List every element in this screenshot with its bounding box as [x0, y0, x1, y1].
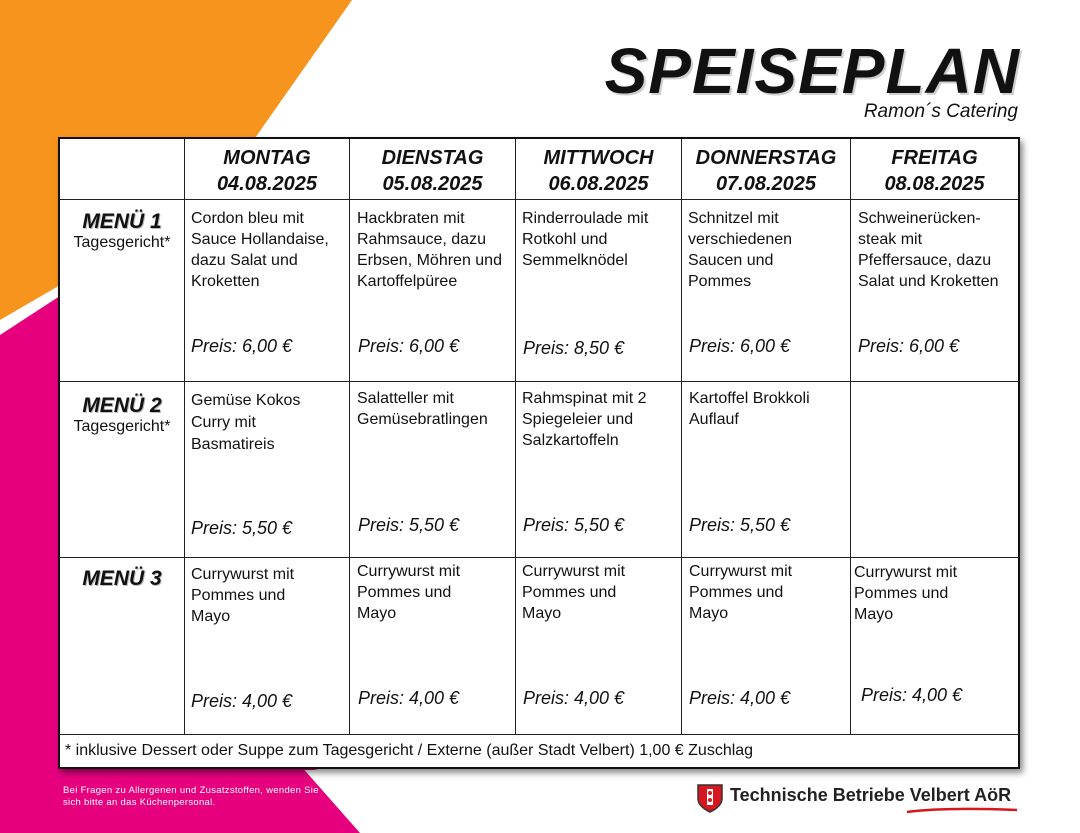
company-underline [905, 806, 1020, 816]
dish-menu3-thursday: Currywurst mit Pommes und Mayo [689, 563, 793, 622]
price-menu1-monday: Preis: 6,00 € [191, 336, 293, 356]
menu-label: MENÜ 3 [82, 567, 162, 590]
day-header-thursday [682, 145, 850, 201]
menu-1-label [60, 210, 184, 252]
price-menu3-friday: Preis: 4,00 € [861, 685, 963, 705]
price-menu1-wednesday: Preis: 8,50 € [523, 338, 625, 358]
dish-menu1-tuesday: Hackbraten mit Rahmsauce, dazu Erbsen, Möhren und Kartoffelpüree [357, 210, 502, 290]
menu-label: MENÜ 1 [82, 210, 162, 233]
dish-menu2-monday: Gemüse Kokos Curry mit Basmatireis [191, 392, 301, 453]
day-date: 06.08.2025 [548, 173, 649, 195]
allergen-note: Bei Fragen zu Allergenen und Zusatzstoffen, wenden Sie sich bitte an das Küchenpersonal. [63, 785, 319, 808]
day-header-friday [851, 145, 1018, 201]
price-menu2-tuesday: Preis: 5,50 € [358, 515, 460, 535]
menu-2-label [60, 394, 184, 436]
price-menu1-thursday: Preis: 6,00 € [689, 336, 791, 356]
price-menu2-wednesday: Preis: 5,50 € [523, 515, 625, 535]
day-name: DIENSTAG [381, 147, 484, 169]
menu-sublabel: Tagesgericht* [73, 418, 171, 435]
day-date: 04.08.2025 [216, 173, 318, 195]
city-crest-logo [696, 783, 724, 813]
price-menu3-thursday: Preis: 4,00 € [689, 688, 791, 708]
day-header-tuesday [350, 145, 515, 201]
menu-3-label [60, 567, 184, 591]
menu-sublabel: Tagesgericht* [73, 234, 171, 251]
day-header-monday [185, 145, 349, 201]
dish-menu2-wednesday: Rahmspinat mit 2 Spiegeleier und Salzkartoffeln [522, 390, 647, 449]
company-name: Technische Betriebe Velbert AöR [730, 785, 1012, 805]
day-date: 08.08.2025 [884, 173, 985, 195]
day-date: 05.08.2025 [382, 173, 483, 195]
page-title: SPEISEPLAN [604, 35, 1020, 107]
day-name: FREITAG [891, 147, 978, 169]
day-name: DONNERSTAG [695, 147, 837, 169]
menu-table [58, 137, 1020, 769]
price-menu1-friday: Preis: 6,00 € [858, 336, 960, 356]
price-menu3-tuesday: Preis: 4,00 € [358, 688, 460, 708]
day-header-wednesday [516, 145, 681, 201]
dish-menu1-thursday: Schnitzel mit verschiedenen Saucen und Pommes [688, 210, 793, 290]
dish-menu1-wednesday: Rinderroulade mit Rotkohl und Semmelknödel [522, 210, 649, 269]
price-menu2-thursday: Preis: 5,50 € [689, 515, 791, 535]
dish-menu3-friday: Currywurst mit Pommes und Mayo [854, 564, 958, 623]
dish-menu3-wednesday: Currywurst mit Pommes und Mayo [522, 563, 626, 622]
day-name: MONTAG [223, 147, 311, 169]
dish-menu1-friday: Schweinerücken-steak mit Pfeffersauce, dazu Salat und Kroketten [858, 210, 999, 290]
footnote: * inklusive Dessert oder Suppe zum Tagesgericht / Externe (außer Stadt Velbert) 1,00 € Zuschlag [65, 742, 754, 759]
dish-menu1-monday: Cordon bleu mit Sauce Hollandaise, dazu Salat und Kroketten [191, 210, 329, 290]
price-menu2-monday: Preis: 5,50 € [191, 518, 293, 538]
price-menu3-monday: Preis: 4,00 € [191, 691, 293, 711]
price-menu1-tuesday: Preis: 6,00 € [358, 336, 460, 356]
price-menu3-wednesday: Preis: 4,00 € [523, 688, 625, 708]
dish-menu2-tuesday: Salatteller mit Gemüsebratlingen [357, 390, 488, 428]
page-subtitle: Ramon´s Catering [863, 101, 1018, 122]
day-date: 07.08.2025 [715, 173, 817, 195]
dish-menu3-monday: Currywurst mit Pommes und Mayo [191, 566, 295, 625]
menu-label: MENÜ 2 [82, 394, 162, 417]
dish-menu3-tuesday: Currywurst mit Pommes und Mayo [357, 563, 461, 622]
dish-menu2-thursday: Kartoffel Brokkoli Auflauf [689, 390, 810, 428]
day-name: MITTWOCH [543, 147, 654, 169]
